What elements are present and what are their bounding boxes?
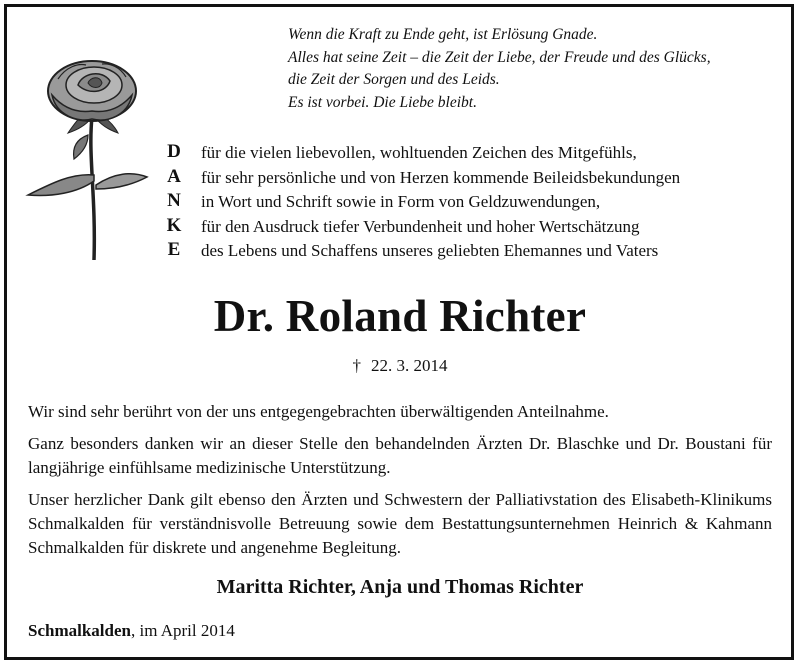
thanks-list: [201, 143, 680, 266]
thanks-line: für die vielen liebevollen, wohltuenden Zeichen des Mitgefühls,: [201, 143, 637, 162]
danke-letter: N: [167, 190, 181, 211]
thanks-line: des Lebens und Schaffens unseres geliebten Ehemannes und Vaters: [201, 241, 659, 260]
place-city: Schmalkalden: [28, 621, 131, 640]
thanks-line: für sehr persönliche und von Herzen kommende Beileidsbekundungen: [201, 167, 681, 187]
body-paragraph: Ganz besonders danken wir an dieser Stelle den behandelnden Ärzten Dr. Blaschke und Dr. Boustani für langjährige einfühlsame medizinische Unterstützung.: [28, 434, 772, 477]
poem-line: Es ist vorbei. Die Liebe bleibt.: [288, 93, 477, 111]
place-date-text: , im April 2014: [130, 621, 235, 640]
rose-icon: [22, 55, 152, 270]
danke-letter: A: [167, 165, 181, 187]
danke-letter: D: [167, 141, 181, 162]
thanks-line: für den Ausdruck tiefer Verbundenheit und hoher Wertschätzung: [201, 216, 640, 236]
deceased-name: Dr. Roland Richter: [213, 291, 587, 341]
danke-letter: E: [167, 239, 181, 260]
death-date-line: [0, 356, 800, 376]
cross-icon: †: [352, 356, 361, 375]
poem-line: Wenn die Kraft zu Ende geht, ist Erlösung Gnade.: [288, 26, 598, 43]
signature: Maritta Richter, Anja und Thomas Richter: [216, 576, 584, 598]
poem: [288, 24, 711, 114]
thanks-line: in Wort und Schrift sowie in Form von Geldzuwendungen,: [201, 192, 601, 211]
danke-acrostic: [164, 140, 184, 263]
body-paragraph: Wir sind sehr berührt von der uns entgegengebrachten überwältigenden Anteilnahme.: [28, 402, 609, 421]
body-paragraph: Unser herzlicher Dank gilt ebenso den Ärzten und Schwestern der Palliativstation des Elisabeth-Klinikums Schmalkalden für verständnisvolle Betreuung sowie dem Bestattungsunternehmen Heinrich & Kahmann Schmalkalden für diskrete und angenehme Begleitung.: [28, 490, 772, 557]
poem-line: die Zeit der Sorgen und des Leids.: [288, 71, 500, 88]
body-text: [28, 400, 772, 568]
poem-line: Alles hat seine Zeit – die Zeit der Liebe, der Freude und des Glücks,: [288, 48, 711, 66]
death-date: 22. 3. 2014: [371, 356, 448, 375]
place-date: [28, 621, 235, 641]
danke-letter: K: [166, 214, 182, 236]
